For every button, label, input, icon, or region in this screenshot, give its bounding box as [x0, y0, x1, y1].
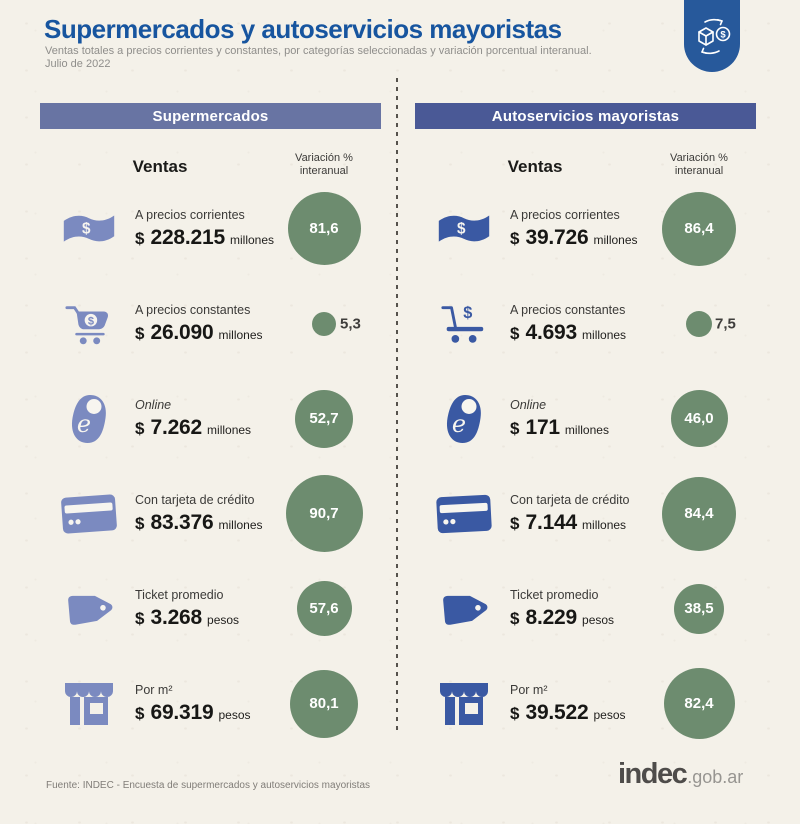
table-row — [40, 181, 381, 276]
amount-value: 69.319 — [150, 700, 214, 724]
row-value — [510, 416, 645, 440]
ventas-heading: Ventas — [132, 157, 188, 176]
unit-label: millones — [207, 422, 252, 437]
variation-circle — [671, 390, 728, 447]
table-row — [415, 561, 756, 656]
variation-cell — [643, 371, 755, 466]
currency-symbol: $ — [135, 418, 145, 438]
currency-symbol: $ — [510, 418, 520, 438]
row-label: Online — [135, 397, 172, 412]
variation-cell — [643, 181, 755, 276]
amount-value: 7.262 — [150, 415, 203, 439]
amount-value: 83.376 — [150, 510, 214, 534]
variation-circle — [662, 477, 736, 551]
variation-cell — [268, 181, 380, 276]
online-ecommerce-icon — [421, 394, 507, 444]
table-row — [40, 371, 381, 466]
variation-cell — [268, 656, 380, 751]
row-label: A precios corrientes — [135, 207, 245, 222]
table-row — [40, 656, 381, 751]
currency-symbol: $ — [135, 513, 145, 533]
row-label: Con tarjeta de crédito — [510, 492, 630, 507]
amount-value: 8.229 — [525, 605, 578, 629]
row-text — [135, 303, 270, 345]
row-value — [510, 226, 645, 250]
row-text — [510, 303, 645, 345]
row-value — [510, 606, 645, 630]
amount-value: 39.726 — [525, 225, 589, 249]
row-label: Ticket promedio — [135, 587, 224, 602]
variation-cell — [268, 466, 380, 561]
variation-value: 82,4 — [684, 695, 714, 712]
unit-label: millones — [582, 517, 627, 532]
row-label: Por m² — [510, 682, 548, 697]
variation-value: 86,4 — [684, 220, 714, 237]
variation-value: 38,5 — [684, 600, 714, 617]
variation-cell — [268, 371, 380, 466]
variation-circle — [297, 581, 352, 636]
panel-supermercados — [40, 103, 381, 751]
unit-label: pesos — [582, 612, 615, 627]
currency-symbol: $ — [510, 513, 520, 533]
table-row — [415, 181, 756, 276]
table-row — [415, 371, 756, 466]
variacion-heading: Variación % interanual — [295, 152, 353, 177]
variation-circle — [295, 390, 353, 448]
currency-symbol: $ — [510, 703, 520, 723]
subtitle-block — [45, 45, 685, 71]
row-text — [510, 398, 645, 440]
row-value — [135, 321, 270, 345]
unit-label: millones — [582, 327, 627, 342]
source-note: Fuente: INDEC - Encuesta de supermercados y autoservicios mayoristas — [46, 780, 371, 791]
price-tag-icon — [421, 592, 507, 626]
unit-label: millones — [593, 232, 638, 247]
svg-text:e: e — [76, 409, 92, 438]
variation-cell — [643, 561, 755, 656]
period-label: Julio de 2022 — [45, 58, 111, 70]
amount-value: 7.144 — [525, 510, 578, 534]
money-bill-icon — [46, 210, 132, 248]
row-text — [510, 208, 645, 250]
row-value — [135, 416, 270, 440]
table-row — [40, 561, 381, 656]
money-bill-icon — [421, 210, 507, 248]
subheader-row — [415, 129, 756, 181]
shopping-cart-icon — [46, 301, 132, 347]
amount-value: 39.522 — [525, 700, 589, 724]
row-text — [510, 588, 645, 630]
amount-value: 171 — [525, 415, 560, 439]
row-label: Por m² — [135, 682, 173, 697]
row-text — [135, 398, 270, 440]
variation-circle — [288, 192, 361, 265]
table-row — [415, 276, 756, 371]
table-row — [40, 276, 381, 371]
svg-text:$: $ — [87, 314, 95, 327]
currency-symbol: $ — [510, 608, 520, 628]
row-label: A precios constantes — [135, 302, 251, 317]
currency-symbol: $ — [510, 323, 520, 343]
variation-value: 57,6 — [309, 600, 339, 617]
unit-label: millones — [218, 517, 263, 532]
ventas-heading: Ventas — [507, 157, 563, 176]
column-divider — [396, 78, 398, 734]
table-row — [415, 466, 756, 561]
variacion-heading: Variación % interanual — [670, 152, 728, 177]
unit-label: pesos — [207, 612, 240, 627]
package-currency-exchange-icon — [684, 0, 740, 72]
indec-logo — [618, 758, 743, 791]
variation-circle — [286, 475, 363, 552]
svg-text:$: $ — [463, 303, 473, 322]
amount-value: 26.090 — [150, 320, 214, 344]
row-label: A precios constantes — [510, 302, 626, 317]
panel-header-supermercados: Supermercados — [40, 103, 381, 129]
variation-value: 90,7 — [309, 505, 339, 522]
variation-value: 5,3 — [340, 315, 361, 332]
variation-circle — [664, 668, 735, 739]
variation-circle — [290, 670, 358, 738]
row-value — [510, 701, 645, 725]
row-value — [135, 511, 270, 535]
storefront-icon — [421, 681, 507, 727]
variation-cell — [643, 276, 755, 371]
amount-value: 228.215 — [150, 225, 225, 249]
row-value — [135, 606, 270, 630]
credit-card-icon — [421, 494, 507, 534]
unit-label: millones — [218, 327, 263, 342]
table-row — [40, 466, 381, 561]
row-value — [135, 701, 270, 725]
online-ecommerce-icon — [46, 394, 132, 444]
indec-logo-suffix: .gob.ar — [687, 767, 744, 787]
currency-symbol: $ — [135, 228, 145, 248]
currency-symbol: $ — [135, 608, 145, 628]
variation-circle — [662, 192, 736, 266]
row-text — [135, 207, 274, 250]
unit-label: pesos — [218, 707, 251, 722]
page-subtitle: Ventas totales a precios corrientes y constantes, por categorías seleccionadas y variación porcentual interanual. — [45, 45, 592, 57]
row-text — [135, 683, 270, 725]
svg-text:$: $ — [457, 220, 466, 237]
row-value — [510, 321, 645, 345]
price-tag-icon — [46, 592, 132, 626]
subheader-row — [40, 129, 381, 181]
variation-circle — [312, 312, 336, 336]
variation-value: 46,0 — [684, 410, 714, 427]
variation-cell — [268, 276, 380, 371]
svg-text:$: $ — [720, 29, 726, 41]
panel-autoservicios — [415, 103, 756, 751]
page-title: Supermercados y autoservicios mayoristas — [44, 14, 562, 44]
table-row — [415, 656, 756, 751]
currency-symbol: $ — [135, 323, 145, 343]
row-text — [135, 493, 270, 535]
amount-value: 4.693 — [525, 320, 578, 344]
svg-text:$: $ — [82, 220, 91, 237]
unit-label: pesos — [593, 707, 626, 722]
variation-value: 52,7 — [309, 410, 339, 427]
unit-label: millones — [564, 422, 609, 437]
row-label: Ticket promedio — [510, 587, 599, 602]
currency-symbol: $ — [135, 703, 145, 723]
amount-value: 3.268 — [150, 605, 203, 629]
svg-text:e: e — [451, 409, 467, 438]
variation-cell — [643, 466, 755, 561]
row-text — [510, 683, 645, 725]
variation-value: 80,1 — [309, 695, 339, 712]
row-value — [510, 511, 645, 535]
platform-cart-icon — [421, 301, 507, 347]
row-label: Con tarjeta de crédito — [135, 492, 255, 507]
variation-circle — [674, 584, 724, 634]
indec-logo-text: indec — [618, 758, 687, 790]
row-text — [135, 588, 270, 630]
variation-value: 81,6 — [309, 220, 339, 237]
row-text — [510, 493, 645, 535]
exchange-glyph — [692, 13, 732, 59]
row-label: Online — [510, 397, 547, 412]
variation-value: 84,4 — [684, 505, 714, 522]
variation-circle — [686, 311, 712, 337]
storefront-icon — [46, 681, 132, 727]
row-label: A precios corrientes — [510, 207, 620, 222]
unit-label: millones — [229, 232, 274, 247]
credit-card-icon — [46, 494, 132, 534]
variation-cell — [643, 656, 755, 751]
variation-cell — [268, 561, 380, 656]
variation-value: 7,5 — [715, 315, 736, 332]
panel-header-autoservicios: Autoservicios mayoristas — [415, 103, 756, 129]
currency-symbol: $ — [510, 228, 520, 248]
row-value — [135, 225, 274, 250]
